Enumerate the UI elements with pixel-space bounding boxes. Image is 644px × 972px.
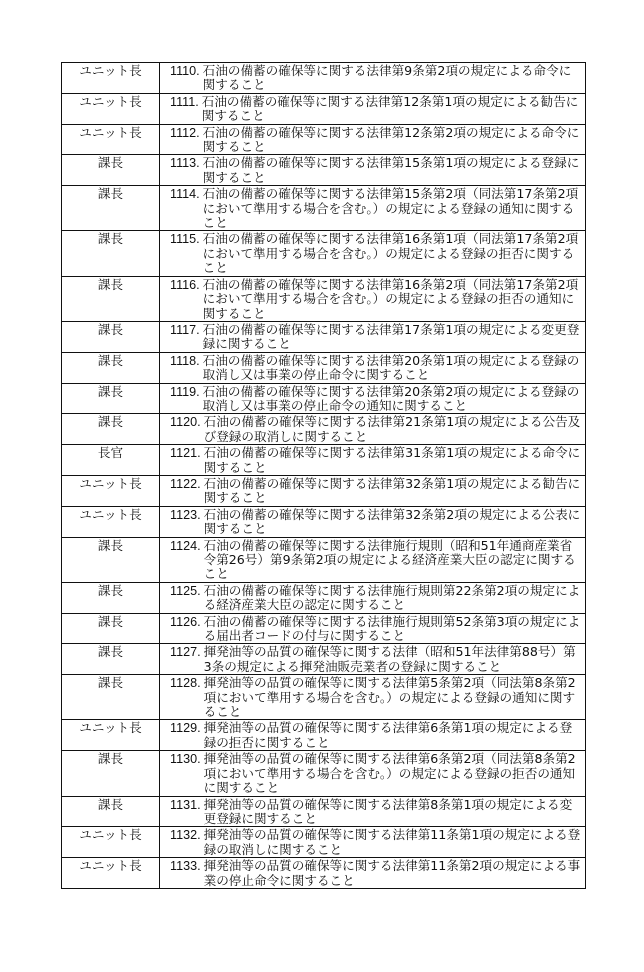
item-text: 石油の備蓄の確保等に関する法律第16条第2項（同法第17条第2項において準用する場合を含む。）の規定による登録の拒否の通知に関すること — [202, 276, 579, 321]
item-cell — [160, 155, 586, 186]
role-cell: ユニット長 — [62, 720, 160, 751]
table-row — [62, 751, 586, 796]
item-number: 1124. — [170, 538, 201, 553]
item-text: 石油の備蓄の確保等に関する法律第20条第1項の規定による登録の取消し又は事業の停止命令に関すること — [202, 352, 580, 383]
item-text: 揮発油等の品質の確保等に関する法律（昭和51年法律第88号）第3条の規定による揮発油販売業者の登録に関すること — [203, 644, 576, 674]
item-text: 石油の備蓄の確保等に関する法律第9条第2項の規定による命令に関すること — [202, 63, 572, 93]
item-text: 揮発油等の品質の確保等に関する法律第11条第2項の規定による事業の停止命令に関すること — [203, 858, 581, 888]
role-cell: 課長 — [62, 276, 160, 321]
table-row — [62, 321, 586, 352]
role-cell: 課長 — [62, 751, 160, 796]
item-text: 石油の備蓄の確保等に関する法律第32条第1項の規定による勧告に関すること — [203, 475, 581, 506]
item-text: 石油の備蓄の確保等に関する法律第20条第2項の規定による登録の取消し又は事業の停止命令の通知に関すること — [202, 383, 580, 413]
item-text: 石油の備蓄の確保等に関する法律第12条第1項の規定による勧告に関すること — [201, 93, 579, 124]
item-number: 1130. — [170, 752, 201, 767]
item-text: 石油の備蓄の確保等に関する法律第16条第1項（同法第17条第2項において準用する場合を含む。）の規定による登録の拒否に関すること — [202, 231, 579, 276]
role-cell: ユニット長 — [62, 93, 160, 124]
role-cell: 課長 — [62, 383, 160, 414]
item-text: 石油の備蓄の確保等に関する法律第21条第1項の規定による公告及び登録の取消しに関すること — [203, 414, 581, 444]
item-text: 石油の備蓄の確保等に関する法律第31条第1項の規定による命令に関すること — [203, 445, 581, 475]
item-cell — [160, 63, 586, 94]
item-cell — [160, 475, 586, 506]
item-cell — [160, 675, 586, 720]
item-cell — [160, 582, 586, 613]
role-cell: 課長 — [62, 321, 160, 352]
role-cell: 課長 — [62, 231, 160, 276]
item-cell — [160, 414, 586, 445]
item-cell — [160, 445, 586, 476]
item-number: 1117. — [170, 322, 200, 337]
table-row — [62, 613, 586, 644]
table-row — [62, 93, 586, 124]
item-cell — [160, 186, 586, 231]
table-row — [62, 231, 586, 276]
item-text: 揮発油等の品質の確保等に関する法律第6条第2項（同法第8条第2項において準用する場合を含む。）の規定による登録の拒否の通知に関すること — [203, 751, 576, 796]
item-cell — [160, 613, 586, 644]
item-number: 1125. — [170, 583, 201, 598]
item-text: 揮発油等の品質の確保等に関する法律第6条第1項の規定による登録の拒否に関すること — [203, 720, 573, 750]
table-row — [62, 675, 586, 720]
table-row — [62, 352, 586, 383]
item-cell — [160, 352, 586, 383]
table-row — [62, 155, 586, 186]
role-cell: ユニット長 — [62, 63, 160, 94]
table-row — [62, 445, 586, 476]
role-cell: 課長 — [62, 675, 160, 720]
table-row — [62, 582, 586, 613]
table-row — [62, 720, 586, 751]
item-cell — [160, 231, 586, 276]
item-text: 石油の備蓄の確保等に関する法律第15条第1項の規定による登録に関すること — [202, 155, 580, 185]
item-cell — [160, 321, 586, 352]
item-cell — [160, 827, 586, 858]
item-number: 1131. — [170, 797, 201, 812]
role-cell: ユニット長 — [62, 858, 160, 889]
item-cell — [160, 537, 586, 582]
item-number: 1113. — [170, 156, 200, 171]
item-number: 1115. — [170, 232, 200, 247]
item-text: 石油の備蓄の確保等に関する法律第17条第1項の規定による変更登録に関すること — [202, 321, 580, 352]
table-row — [62, 827, 586, 858]
item-number: 1127. — [170, 645, 201, 660]
item-number: 1133. — [170, 859, 201, 874]
table-row — [62, 537, 586, 582]
item-number: 1129. — [170, 721, 201, 736]
item-cell — [160, 720, 586, 751]
item-number: 1116. — [170, 277, 200, 292]
table-row — [62, 506, 586, 537]
delegation-table — [61, 62, 586, 889]
item-number: 1121. — [170, 446, 201, 461]
table-row — [62, 475, 586, 506]
item-cell — [160, 644, 586, 675]
item-text: 石油の備蓄の確保等に関する法律第12条第2項の規定による命令に関すること — [202, 124, 580, 155]
item-number: 1114. — [170, 187, 200, 202]
item-text: 石油の備蓄の確保等に関する法律施行規則（昭和51年通商産業省令第26号）第9条第2項の規定による経済産業大臣の認定に関すること — [203, 537, 576, 582]
role-cell: 課長 — [62, 796, 160, 827]
item-cell — [160, 383, 586, 414]
table-row — [62, 858, 586, 889]
role-cell: ユニット長 — [62, 827, 160, 858]
item-number: 1110. — [170, 64, 200, 78]
table-row — [62, 186, 586, 231]
role-cell: 長官 — [62, 445, 160, 476]
table-row — [62, 414, 586, 445]
item-number: 1122. — [170, 476, 201, 491]
role-cell: 課長 — [62, 352, 160, 383]
table-row — [62, 644, 586, 675]
role-cell: 課長 — [62, 644, 160, 675]
role-cell: 課長 — [62, 155, 160, 186]
item-cell — [160, 796, 586, 827]
item-text: 揮発油等の品質の確保等に関する法律第11条第1項の規定による登録の取消しに関すること — [203, 827, 581, 857]
table-row — [62, 383, 586, 414]
item-number: 1132. — [170, 828, 201, 843]
table-row — [62, 276, 586, 321]
table-row — [62, 63, 586, 94]
table-row — [62, 124, 586, 155]
item-number: 1126. — [170, 614, 201, 629]
item-text: 石油の備蓄の確保等に関する法律第32条第2項の規定による公表に関すること — [203, 506, 581, 537]
item-cell — [160, 124, 586, 155]
item-number: 1112. — [170, 125, 200, 140]
role-cell: 課長 — [62, 414, 160, 445]
item-text: 石油の備蓄の確保等に関する法律施行規則第22条第2項の規定による経済産業大臣の認定に関すること — [203, 582, 581, 613]
item-cell — [160, 858, 586, 889]
item-cell — [160, 506, 586, 537]
item-text: 石油の備蓄の確保等に関する法律施行規則第52条第3項の規定による届出者コードの付与に関すること — [203, 613, 581, 644]
role-cell: ユニット長 — [62, 506, 160, 537]
role-cell: 課長 — [62, 186, 160, 231]
item-number: 1120. — [170, 415, 201, 430]
item-number: 1118. — [170, 353, 200, 368]
item-text: 揮発油等の品質の確保等に関する法律第8条第1項の規定による変更登録に関すること — [203, 796, 573, 826]
item-cell — [160, 751, 586, 796]
item-text: 石油の備蓄の確保等に関する法律第15条第2項（同法第17条第2項において準用する場合を含む。）の規定による登録の通知に関すること — [202, 186, 579, 231]
role-cell: 課長 — [62, 537, 160, 582]
table-row — [62, 796, 586, 827]
item-number: 1111. — [170, 94, 199, 109]
item-number: 1128. — [170, 676, 201, 691]
role-cell: 課長 — [62, 582, 160, 613]
item-text: 揮発油等の品質の確保等に関する法律第5条第2項（同法第8条第2項において準用する場合を含む。）の規定による登録の通知に関すること — [203, 675, 576, 720]
role-cell: ユニット長 — [62, 124, 160, 155]
item-number: 1119. — [170, 384, 200, 399]
item-cell — [160, 276, 586, 321]
role-cell: ユニット長 — [62, 475, 160, 506]
role-cell: 課長 — [62, 613, 160, 644]
item-number: 1123. — [170, 507, 201, 522]
item-cell — [160, 93, 586, 124]
